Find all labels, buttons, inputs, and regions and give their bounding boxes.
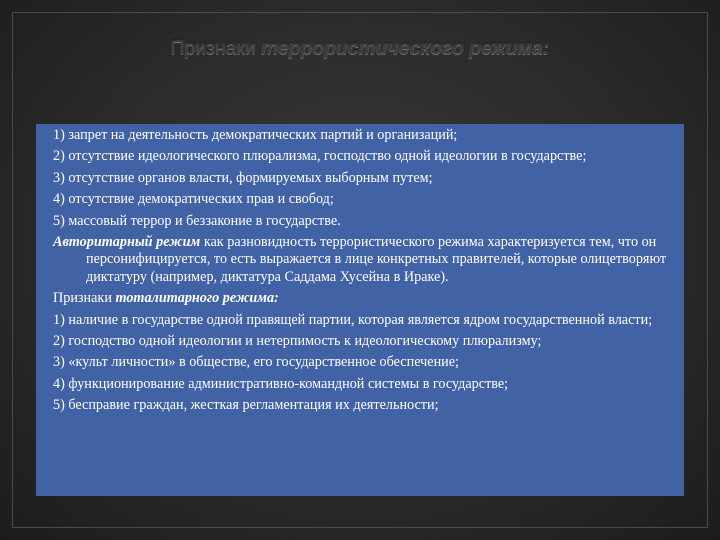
item-text: 3) отсутствие органов власти, формируемых выборным путем; (53, 169, 433, 186)
item-text: Признаки (53, 290, 116, 307)
list-item (53, 127, 674, 144)
item-text: 3) «культ личности» в обществе, его государственное обеспечение; (53, 354, 459, 371)
list-item (53, 376, 674, 393)
list-item (53, 213, 674, 230)
item-text: как разновидность террористического режима характеризуется тем, что он персонифицируется, то есть выражается в лице конкретных правителей, которые олицетворяют диктатуру (например, диктатура Саддама Хусейна в Ираке). (86, 234, 667, 285)
totalitarian-heading (53, 290, 674, 307)
emphasis-term: Авторитарный режим (53, 234, 201, 251)
item-text: 5) массовый террор и беззаконие в государстве. (53, 212, 341, 229)
item-text: 5) бесправие граждан, жесткая регламентация их деятельности; (53, 397, 439, 414)
list-item (53, 148, 674, 165)
list-item (53, 333, 674, 350)
item-text: 4) отсутствие демократических прав и свобод; (53, 191, 334, 208)
emphasis-term: тоталитарного режима: (115, 290, 279, 307)
list-item (53, 354, 674, 371)
slide-title (0, 38, 720, 60)
list-item (53, 397, 674, 414)
item-text: 1) наличие в государстве одной правящей партии, которая является ядром государственной власти; (53, 311, 653, 328)
item-text: 2) отсутствие идеологического плюрализма, господство одной идеологии в государстве; (53, 148, 587, 165)
authoritarian-paragraph (53, 234, 674, 286)
item-text: 4) функционирование административно-командной системы в государстве; (53, 375, 509, 392)
item-text: 1) запрет на деятельность демократических партий и организаций; (53, 127, 458, 143)
item-text: 2) господство одной идеологии и нетерпимость к идеологическому плюрализму; (53, 333, 542, 350)
content-panel (36, 124, 684, 496)
list-item (53, 312, 674, 329)
list-item (53, 170, 674, 187)
title-prefix: Признаки (170, 38, 262, 59)
list-item (53, 191, 674, 208)
title-emphasis: террористического режима: (261, 38, 550, 59)
